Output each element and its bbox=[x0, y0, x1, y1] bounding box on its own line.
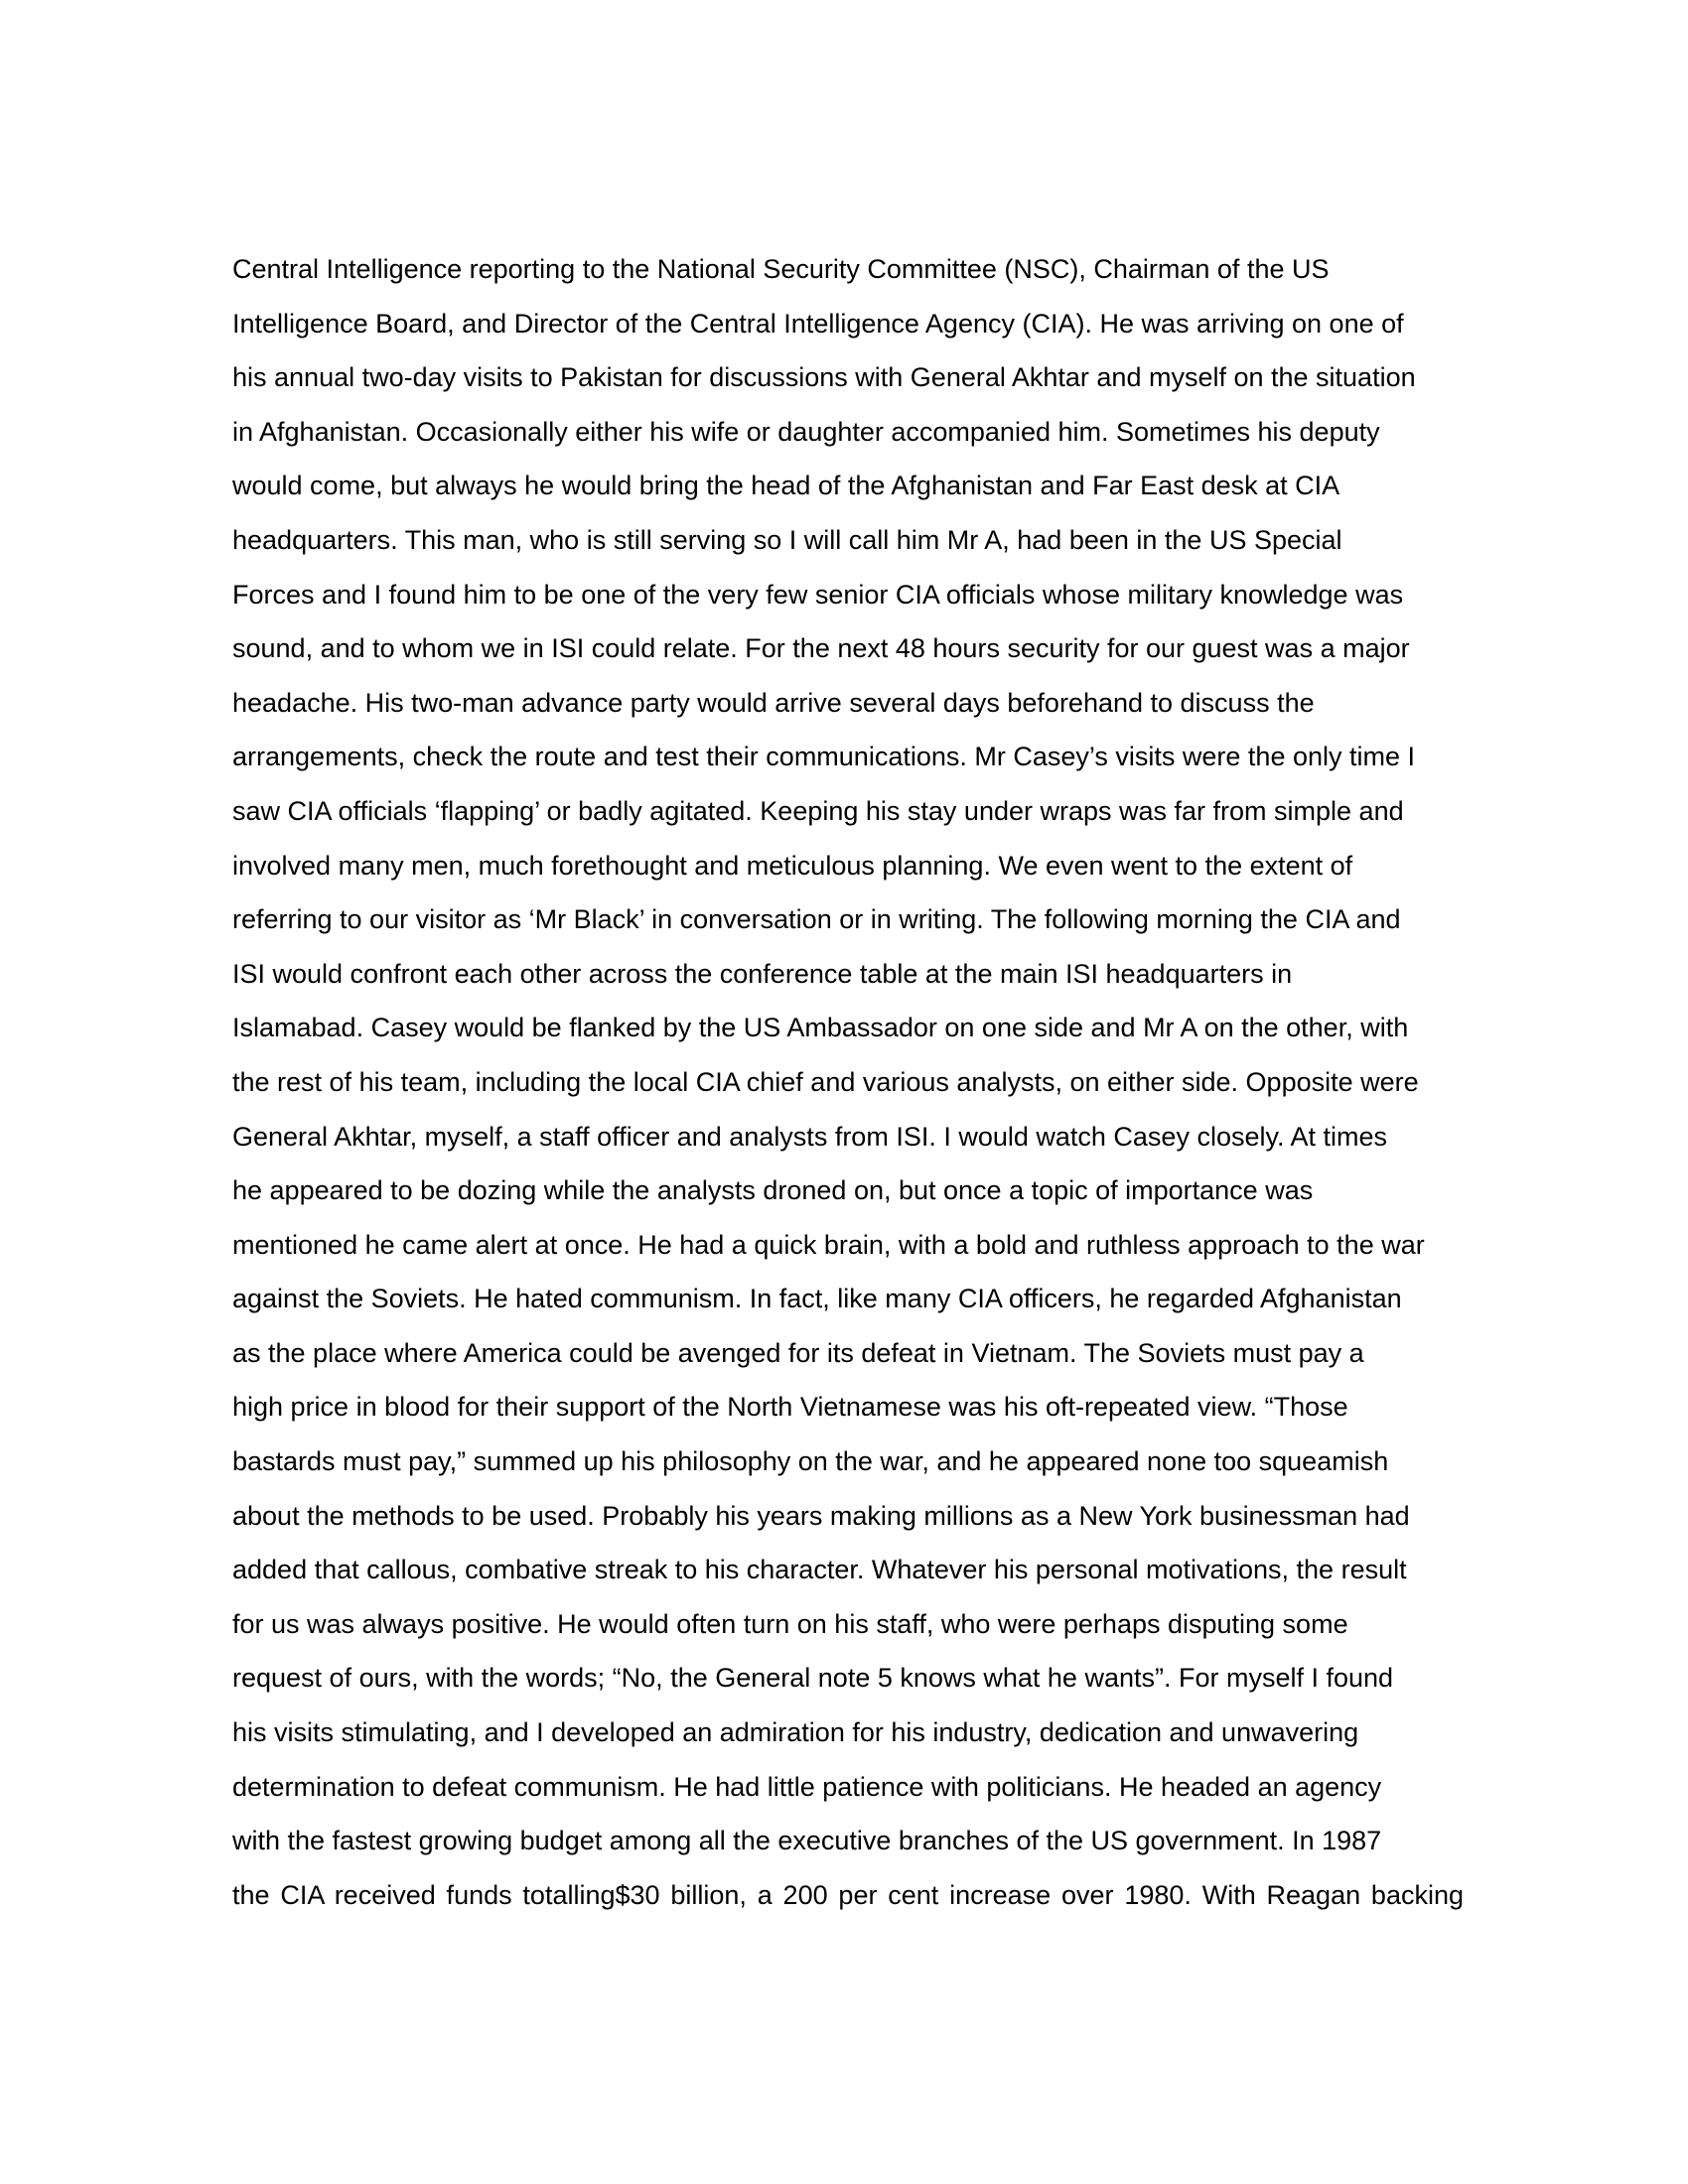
text-line: high price in blood for their support of the North Vietnamese was his oft-repeated view. “Those bbox=[232, 1392, 1348, 1423]
text-line: referring to our visitor as ‘Mr Black’ in conversation or in writing. The following morning the CIA and bbox=[232, 904, 1401, 935]
text-line: would come, but always he would bring the head of the Afghanistan and Far East desk at CIA bbox=[232, 471, 1340, 501]
text-line: bastards must pay,” summed up his philosophy on the war, and he appeared none too squeamish bbox=[232, 1446, 1389, 1477]
text-line: about the methods to be used. Probably his years making millions as a New York businessman had bbox=[232, 1500, 1410, 1531]
text-line: for us was always positive. He would often turn on his staff, who were perhaps disputing some bbox=[232, 1608, 1348, 1639]
text-line: his visits stimulating, and I developed an admiration for his industry, dedication and unwavering bbox=[232, 1717, 1359, 1748]
text-line: determination to defeat communism. He had little patience with politicians. He headed an agency bbox=[232, 1771, 1382, 1802]
text-line: saw CIA officials ‘flapping’ or badly agitated. Keeping his stay under wraps was far from simple and bbox=[232, 795, 1404, 826]
text-line: Central Intelligence reporting to the National Security Committee (NSC), Chairman of the US bbox=[232, 254, 1330, 284]
text-line: against the Soviets. He hated communism. In fact, like many CIA officers, he regarded Afghanistan bbox=[232, 1284, 1402, 1314]
text-line: request of ours, with the words; “No, the General note 5 knows what he wants”. For myself I found bbox=[232, 1663, 1394, 1694]
text-line: the CIA received funds totalling$30 billion, a 200 per cent increase over 1980. With Reagan backing bbox=[232, 1879, 1464, 1910]
text-line: headquarters. This man, who is still serving so I will call him Mr A, had been in the US Special bbox=[232, 524, 1342, 555]
text-line: his annual two-day visits to Pakistan for discussions with General Akhtar and myself on the situation bbox=[232, 362, 1416, 393]
text-line: the rest of his team, including the local CIA chief and various analysts, on either side. Opposite were bbox=[232, 1066, 1419, 1097]
text-line: mentioned he came alert at once. He had a quick brain, with a bold and ruthless approach to the war bbox=[232, 1229, 1425, 1260]
text-line: as the place where America could be avenged for its defeat in Vietnam. The Soviets must pay a bbox=[232, 1337, 1364, 1368]
text-line: in Afghanistan. Occasionally either his wife or daughter accompanied him. Sometimes his deputy bbox=[232, 416, 1380, 447]
body-text bbox=[232, 248, 1464, 1928]
text-line: sound, and to whom we in ISI could relate. For the next 48 hours security for our guest was a major bbox=[232, 633, 1410, 664]
text-line: Forces and I found him to be one of the very few senior CIA officials whose military knowledge was bbox=[232, 579, 1404, 610]
text-line: Intelligence Board, and Director of the Central Intelligence Agency (CIA). He was arriving on one of bbox=[232, 308, 1404, 339]
text-line: involved many men, much forethought and meticulous planning. We even went to the extent of bbox=[232, 850, 1353, 881]
text-line: with the fastest growing budget among all the executive branches of the US government. In 1987 bbox=[232, 1826, 1382, 1856]
text-line: arrangements, check the route and test their communications. Mr Casey’s visits were the only time I bbox=[232, 742, 1416, 772]
text-line: added that callous, combative streak to his character. Whatever his personal motivations, the result bbox=[232, 1555, 1407, 1585]
text-line: headache. His two-man advance party would arrive several days beforehand to discuss the bbox=[232, 687, 1315, 718]
text-line: General Akhtar, myself, a staff officer and analysts from ISI. I would watch Casey closely. At times bbox=[232, 1121, 1388, 1152]
text-line: Islamabad. Casey would be flanked by the US Ambassador on one side and Mr A on the other, with bbox=[232, 1013, 1409, 1043]
text-line: he appeared to be dozing while the analysts droned on, but once a topic of importance was bbox=[232, 1175, 1314, 1206]
text-line: ISI would confront each other across the conference table at the main ISI headquarters in bbox=[232, 958, 1293, 989]
